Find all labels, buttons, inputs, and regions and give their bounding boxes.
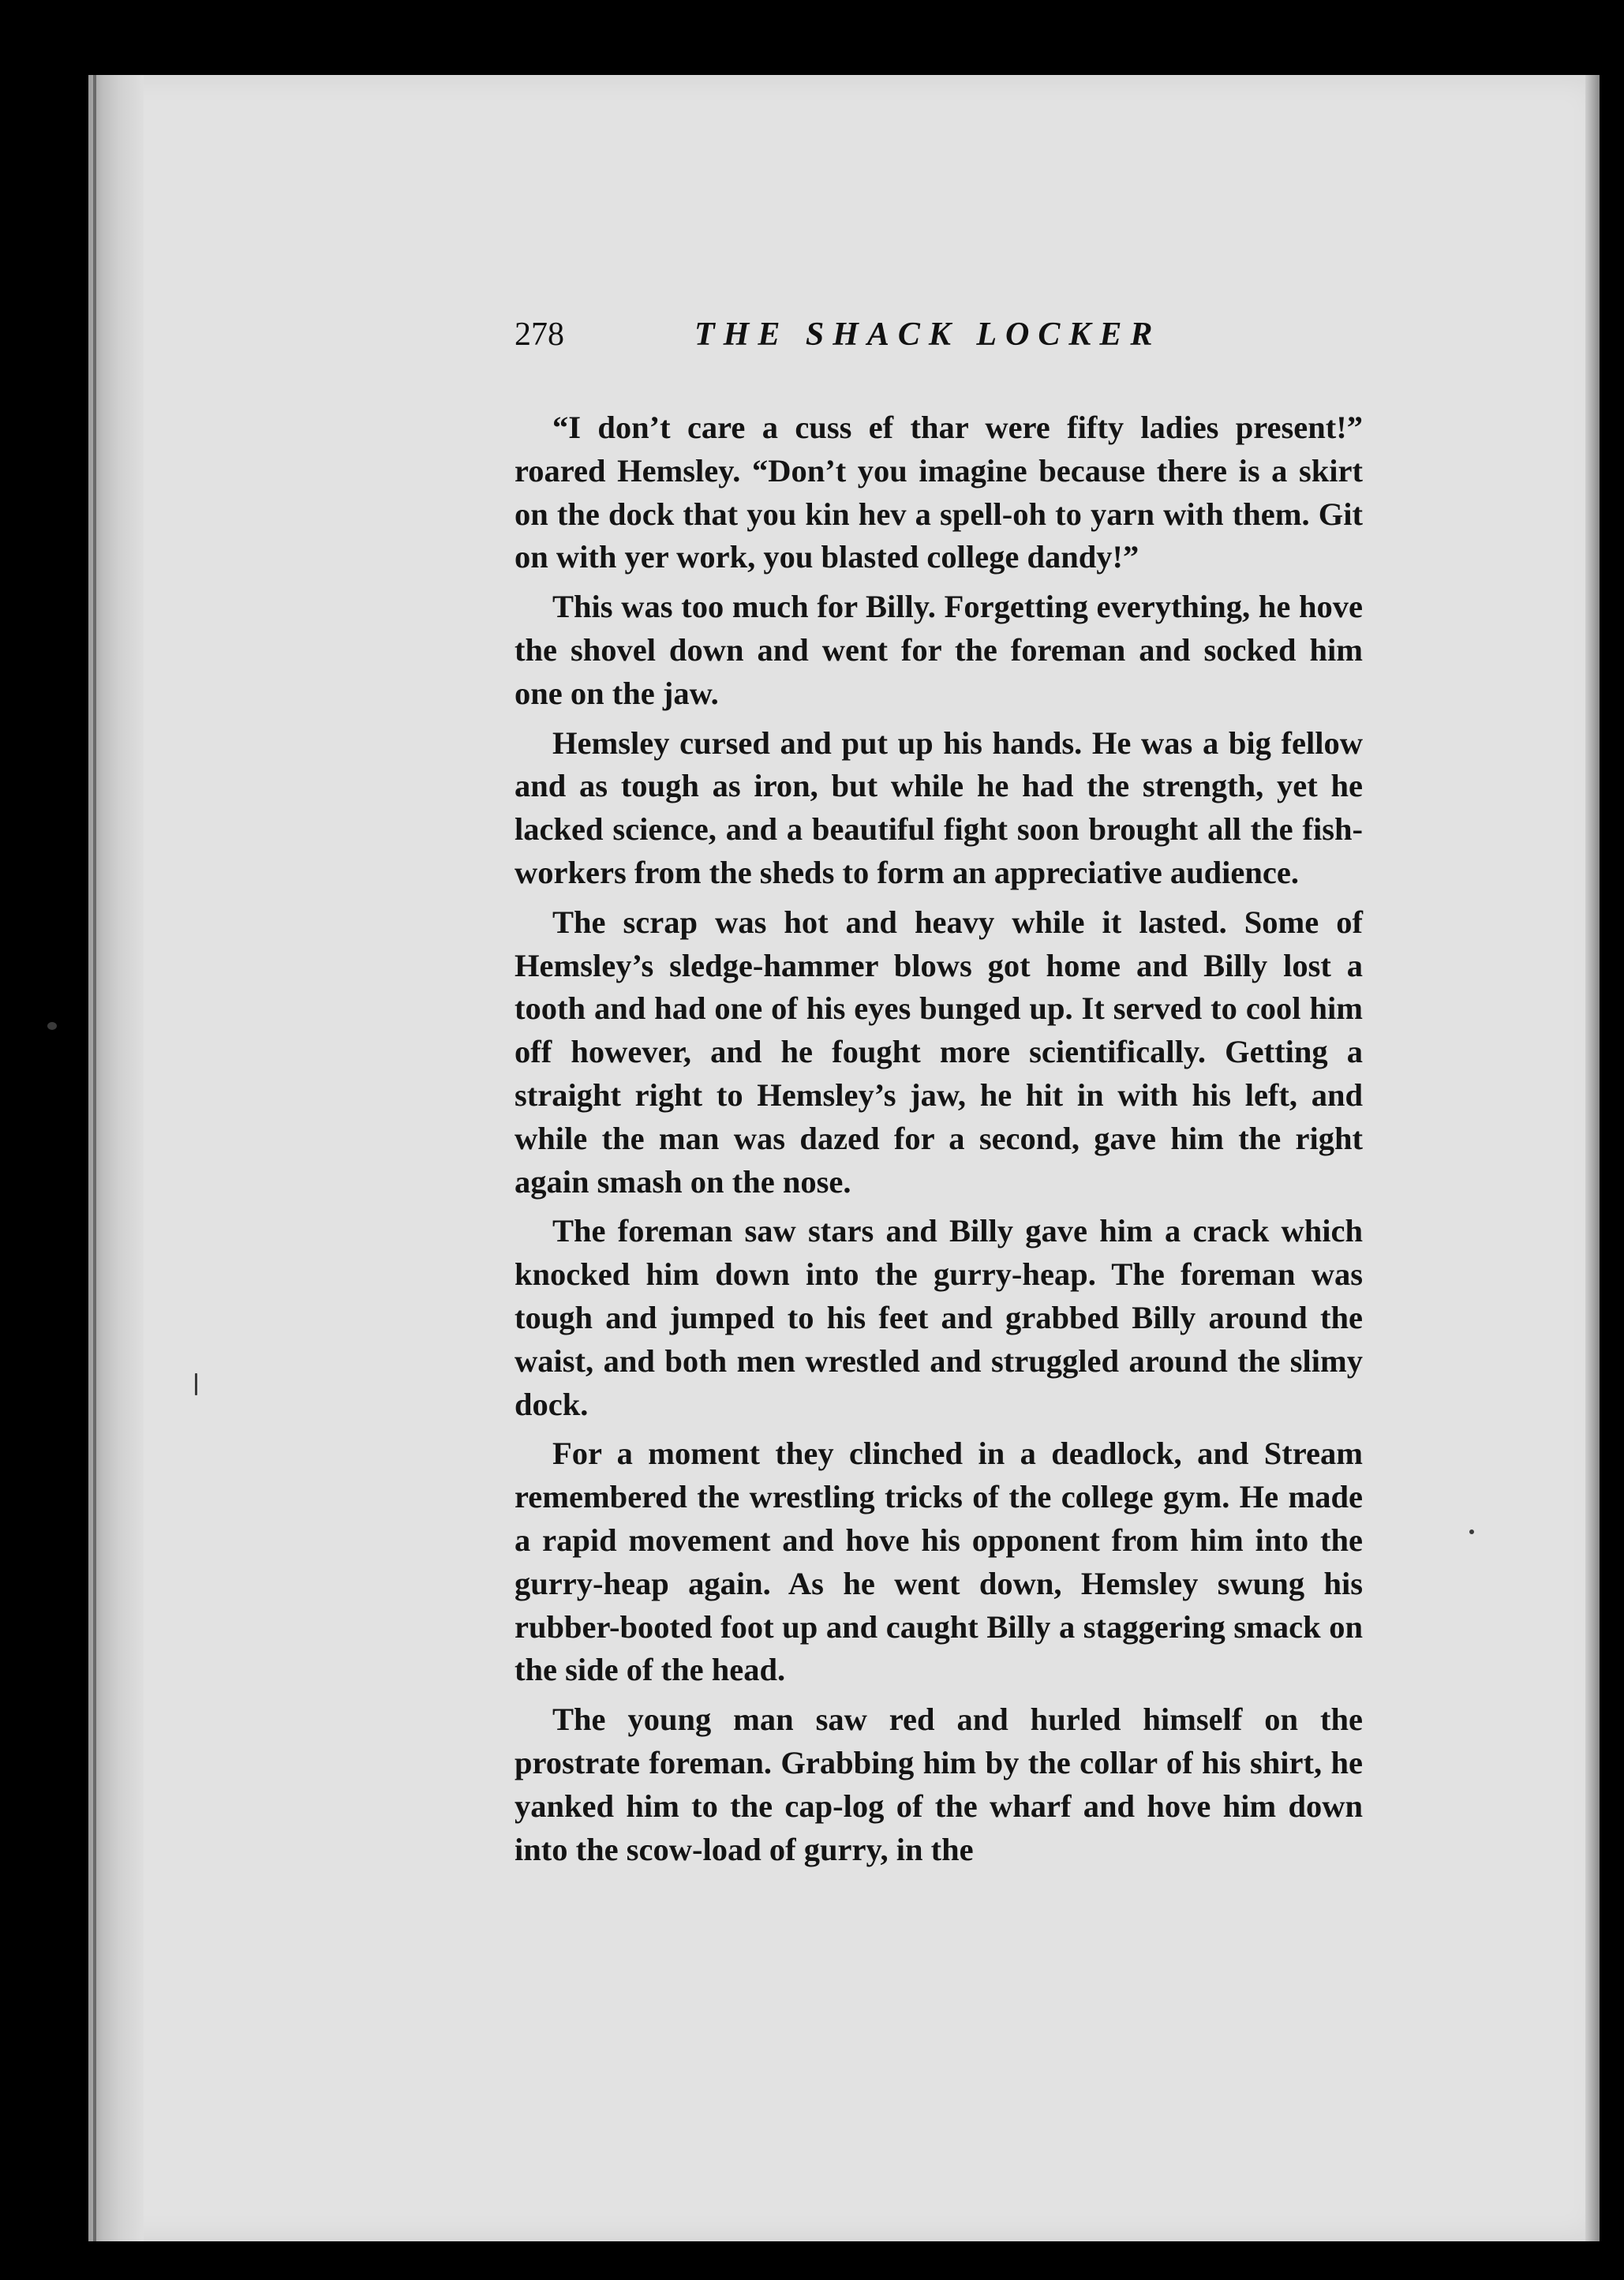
paragraph: The foreman saw stars and Billy gave him a crack which knocked him down into the gurry-heap. The foreman was tough and jumped to his feet and grabbed Billy around the waist, and both men wrestled and struggled around the slimy dock. [515,1213,1363,1422]
paragraph: Hemsley cursed and put up his hands. He was a big fellow and as tough as iron, but while he had the strength, yet he lacked science, and a beautiful fight soon brought all the fish-workers from the sheds to form an appreciative audience. [515,724,1363,890]
scan-speck [1469,1529,1474,1534]
running-head [515,314,1367,361]
body-text [515,406,1363,1878]
book-title: THE SHACK LOCKER [694,316,1162,353]
scan-speck [47,1022,57,1030]
paragraph: For a moment they clinched in a deadlock, and Stream remembered the wrestling tricks of the college gym. He made a rapid movement and hove his opponent from him into the gurry-heap again. As he went down, Hemsley swung his rubber-booted foot up and caught Billy a staggering smack on the side of the head. [515,1436,1363,1688]
paragraph: The scrap was hot and heavy while it lasted. Some of Hemsley’s sledge-hammer blows got home and Billy lost a tooth and had one of his eyes bunged up. It served to cool him off however, and he fought more scientifically. Getting a straight right to Hemsley’s jaw, he hit in with his left, and while the man was dazed for a second, gave him the right again smash on the nose. [515,904,1363,1200]
paragraph: This was too much for Billy. Forgetting everything, he hove the shovel down and went for the foreman and socked him one on the jaw. [515,589,1363,711]
page-edge-shadow [1585,75,1600,2241]
paragraph: The young man saw red and hurled himself on the prostrate foreman. Grabbing him by the collar of his shirt, he yanked him to the cap-log of the wharf and hove him down into the scow-load of gurry, in the [515,1702,1363,1867]
page-number: 278 [515,316,564,353]
paragraph: “I don’t care a cuss ef thar were fifty ladies present!” roared Hemsley. “Don’t you imagine because there is a skirt on the dock that you kin hev a spell-oh to yarn with them. Git on with yer work, you blasted college dandy!” [515,410,1363,575]
scan-speck [195,1373,197,1395]
binding-line [93,75,96,2241]
page-binding-edge [88,75,144,2241]
